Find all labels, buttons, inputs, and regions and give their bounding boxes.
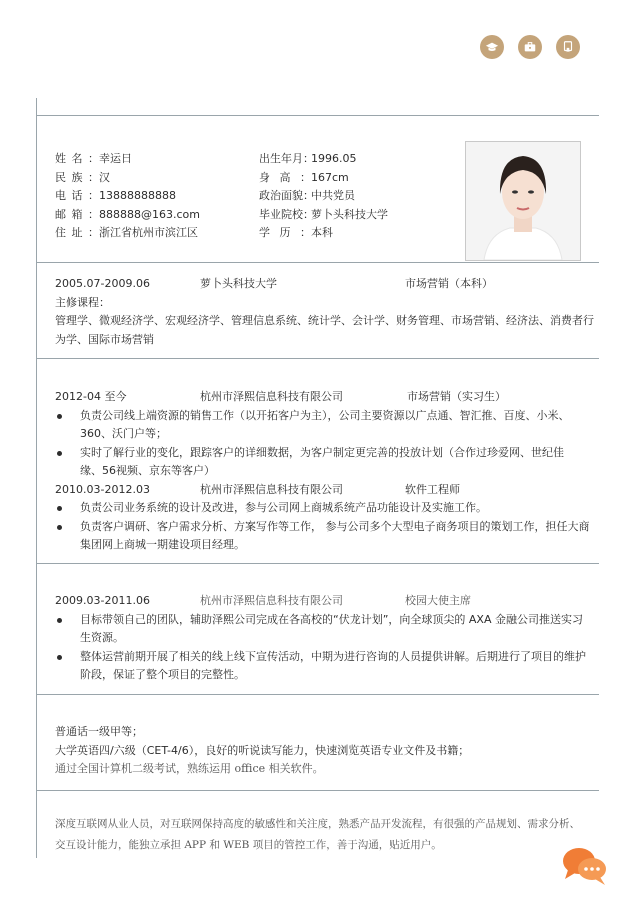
email-label: 邮箱：: [55, 207, 99, 221]
self-evaluation: 深度互联网从业人员，对互联网保持高度的敏感性和关注度，熟悉产品开发流程，有很强的产品规划、需求分析、交互设计能力，能独立承担 APP 和 WEB 项目的管控工作，善于沟通，贴近用户。: [55, 818, 580, 851]
phone-label: 电话：: [55, 189, 99, 202]
chat-bubble-icon[interactable]: [560, 845, 610, 887]
divider: [36, 563, 599, 564]
graduation-cap-icon[interactable]: [480, 35, 504, 59]
school-value: 萝卜头科技大学: [311, 207, 388, 221]
address-value: 浙江省杭州市滨江区: [99, 226, 198, 239]
education-major: 市场营销（本科）: [405, 277, 493, 290]
politics-value: 中共党员: [311, 189, 355, 202]
work-company: 杭州市泽熙信息科技有限公司: [200, 390, 343, 403]
work-company: 杭州市泽熙信息科技有限公司: [200, 482, 343, 496]
work-period: 2010.03-2012.03: [55, 482, 150, 496]
profile-photo: [465, 141, 581, 261]
header-icons: [480, 35, 580, 59]
name-label: 姓名：: [55, 152, 99, 165]
divider: [36, 694, 599, 695]
address-label: 住址：: [55, 226, 99, 239]
work-title: 市场营销（实习生）: [407, 390, 506, 403]
education-school: 萝卜头科技大学: [200, 277, 277, 290]
briefcase-icon[interactable]: [518, 35, 542, 59]
name-value: 幸运日: [99, 152, 132, 165]
work-bullet: 负责公司业务系统的设计及改进，参与公司网上商城系统产品功能设计及实施工作。: [55, 499, 590, 518]
divider: [36, 358, 599, 359]
campus-bullet: 整体运营前期开展了相关的线上线下宣传活动，中期为进行咨询的人员提供讲解。后期进行了项目的维护阶段，保证了整个项目的完整性。: [55, 648, 590, 685]
education-header: [55, 275, 600, 294]
height-label: 身高：: [259, 170, 311, 184]
education-period: 2005.07-2009.06: [55, 277, 150, 290]
work-bullet: 实时了解行业的变化，跟踪客户的详细数据，为客户制定更完善的投放计划（合作过珍爱网、世纪佳缘、56视频、京东等客户）: [55, 444, 575, 481]
divider: [36, 790, 599, 791]
skill-item: 通过全国计算机二级考试，熟练运用 office 相关软件。: [55, 762, 324, 775]
work-header: [55, 481, 600, 500]
courses-text: 管理学、微观经济学、宏观经济学、管理信息系统、统计学、会计学、财务管理、市场营销、经济法、消费者行为学、国际市场营销: [55, 314, 594, 346]
birth-label: 出生年月：: [259, 152, 314, 165]
birth-value: 1996.05: [311, 152, 357, 165]
skill-item: 大学英语四/六级（CET-4/6），良好的听说读写能力，快速浏览英语专业文件及书籍；: [55, 743, 470, 757]
work-header: [55, 388, 600, 407]
school-label: 毕业院校：: [259, 207, 314, 221]
education-section: [55, 275, 600, 349]
campus-header: [55, 592, 600, 611]
work-title: 软件工程师: [405, 482, 460, 496]
phone-value: 13888888888: [99, 189, 176, 202]
campus-title: 校园大使主席: [405, 594, 471, 607]
campus-company: 杭州市泽熙信息科技有限公司: [200, 594, 343, 607]
email-value: 888888@163.com: [99, 207, 200, 221]
degree-label: 学历：: [259, 226, 311, 239]
skill-item: 普通话一级甲等；: [55, 725, 143, 738]
courses-label: 主修课程：: [55, 295, 110, 309]
ethnic-value: 汉: [99, 170, 110, 184]
work-section: [55, 388, 600, 555]
skills-section: [55, 723, 600, 779]
ethnic-label: 民族：: [55, 170, 99, 184]
certificate-icon[interactable]: [556, 35, 580, 59]
work-bullet: 负责公司线上端资源的销售工作（以开拓客户为主），公司主要资源以广点通、智汇推、百度、小米、360、沃门户等；: [55, 407, 575, 444]
left-vertical-rule: [36, 98, 37, 858]
work-bullet: 负责客户调研、客户需求分析、方案写作等工作， 参与公司多个大型电子商务项目的策划工作，担任大商集团网上商城一期建设项目经理。: [55, 518, 590, 555]
politics-label: 政治面貌：: [259, 189, 314, 202]
campus-bullet: 目标带领自己的团队，辅助泽熙公司完成在各高校的“伏龙计划”，向全球顶尖的 AXA 金融公司推送实习生资源。: [55, 611, 590, 648]
campus-section: [55, 592, 600, 685]
divider: [36, 262, 599, 263]
campus-period: 2009.03-2011.06: [55, 594, 150, 607]
height-value: 167cm: [311, 170, 349, 184]
divider: [36, 115, 599, 116]
degree-value: 本科: [311, 226, 333, 239]
work-period: 2012-04 至今: [55, 390, 127, 403]
